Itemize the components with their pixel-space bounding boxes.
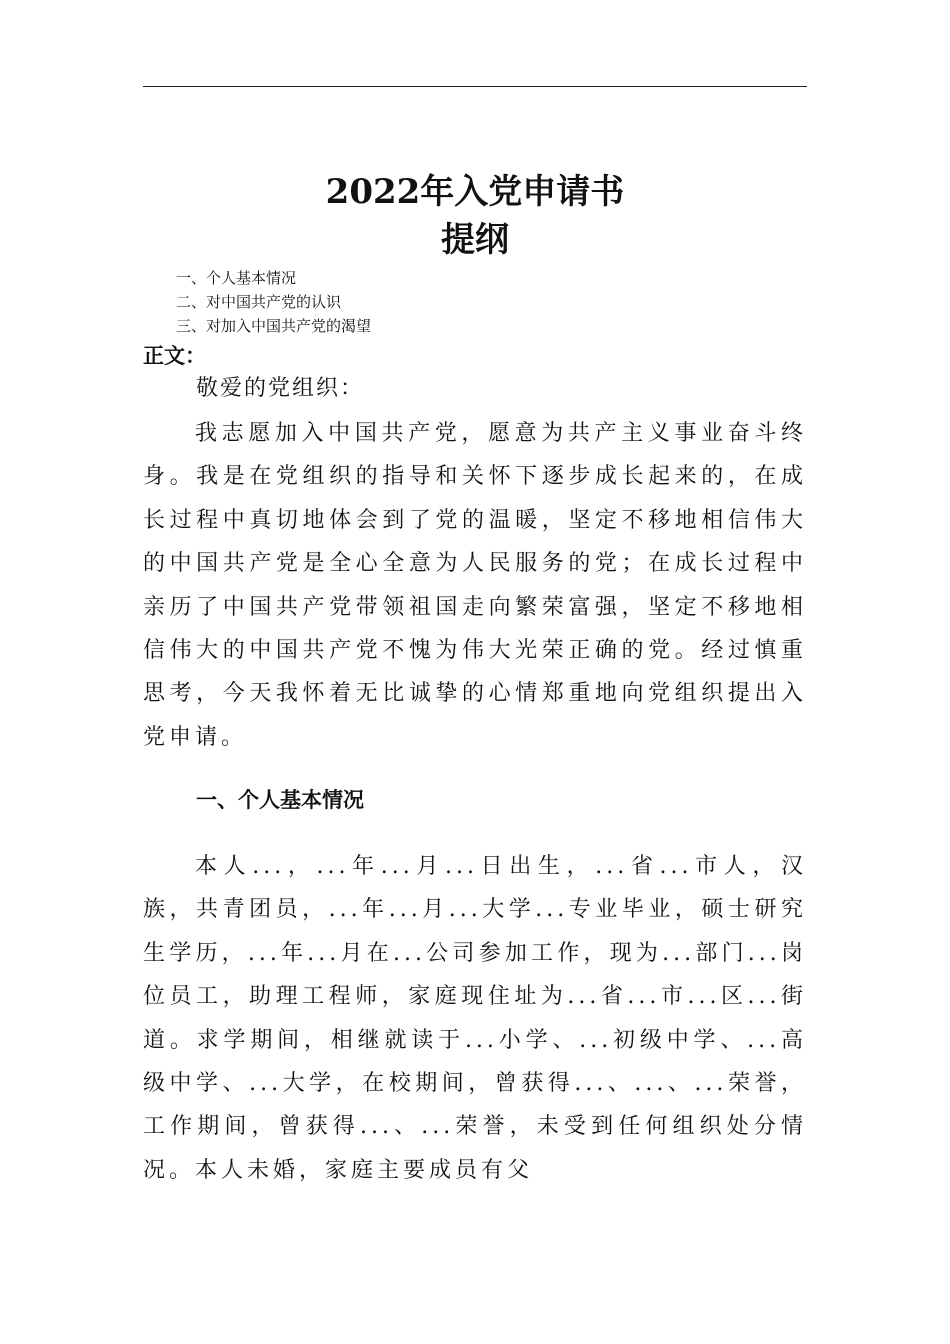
- intro-paragraph: 我志愿加入中国共产党，愿意为共产主义事业奋斗终身。我是在党组织的指导和关怀下逐步成长起来的，在成长过程中真切地体会到了党的温暖，坚定不移地相信伟大的中国共产党是全心全意为人民服务的党；在成长过程中亲历了中国共产党带领祖国走向繁荣富强，坚定不移地相信伟大的中国共产党不愧为伟大光荣正确的党。经过慎重思考，今天我怀着无比诚挚的心情郑重地向党组织提出入党申请。: [143, 421, 807, 750]
- outline-item: 二、对中国共产党的认识: [176, 293, 342, 311]
- personal-info-paragraph: 本人...，...年...月...日出生，...省...市人，汉族，共青团员，...年...月...大学...专业毕业，硕士研究生学历，...年...月在...公司参加工作，现为...部门...岗位员工，助理工程师，家庭现住址为...省...市...区...街道。求学期间，相继就读于...小学、...初级中学、...高级中学、...大学，在校期间，曾获得...、...、...荣誉，工作期间，曾获得...、...荣誉，未受到任何组织处分情况。本人未婚，家庭主要成员有父: [143, 854, 807, 1183]
- body-label: 正文：: [143, 344, 206, 368]
- outline-item: 三、对加入中国共产党的渴望: [176, 317, 372, 335]
- document-title: 2022年入党申请书: [325, 172, 625, 212]
- salutation: 敬爱的党组织：: [196, 376, 365, 401]
- document-subtitle: 提纲: [441, 220, 509, 260]
- section-heading: 一、个人基本情况: [196, 788, 364, 812]
- header-rule: [143, 86, 807, 87]
- outline-item: 一、个人基本情况: [176, 269, 297, 287]
- outline-list: [176, 266, 371, 338]
